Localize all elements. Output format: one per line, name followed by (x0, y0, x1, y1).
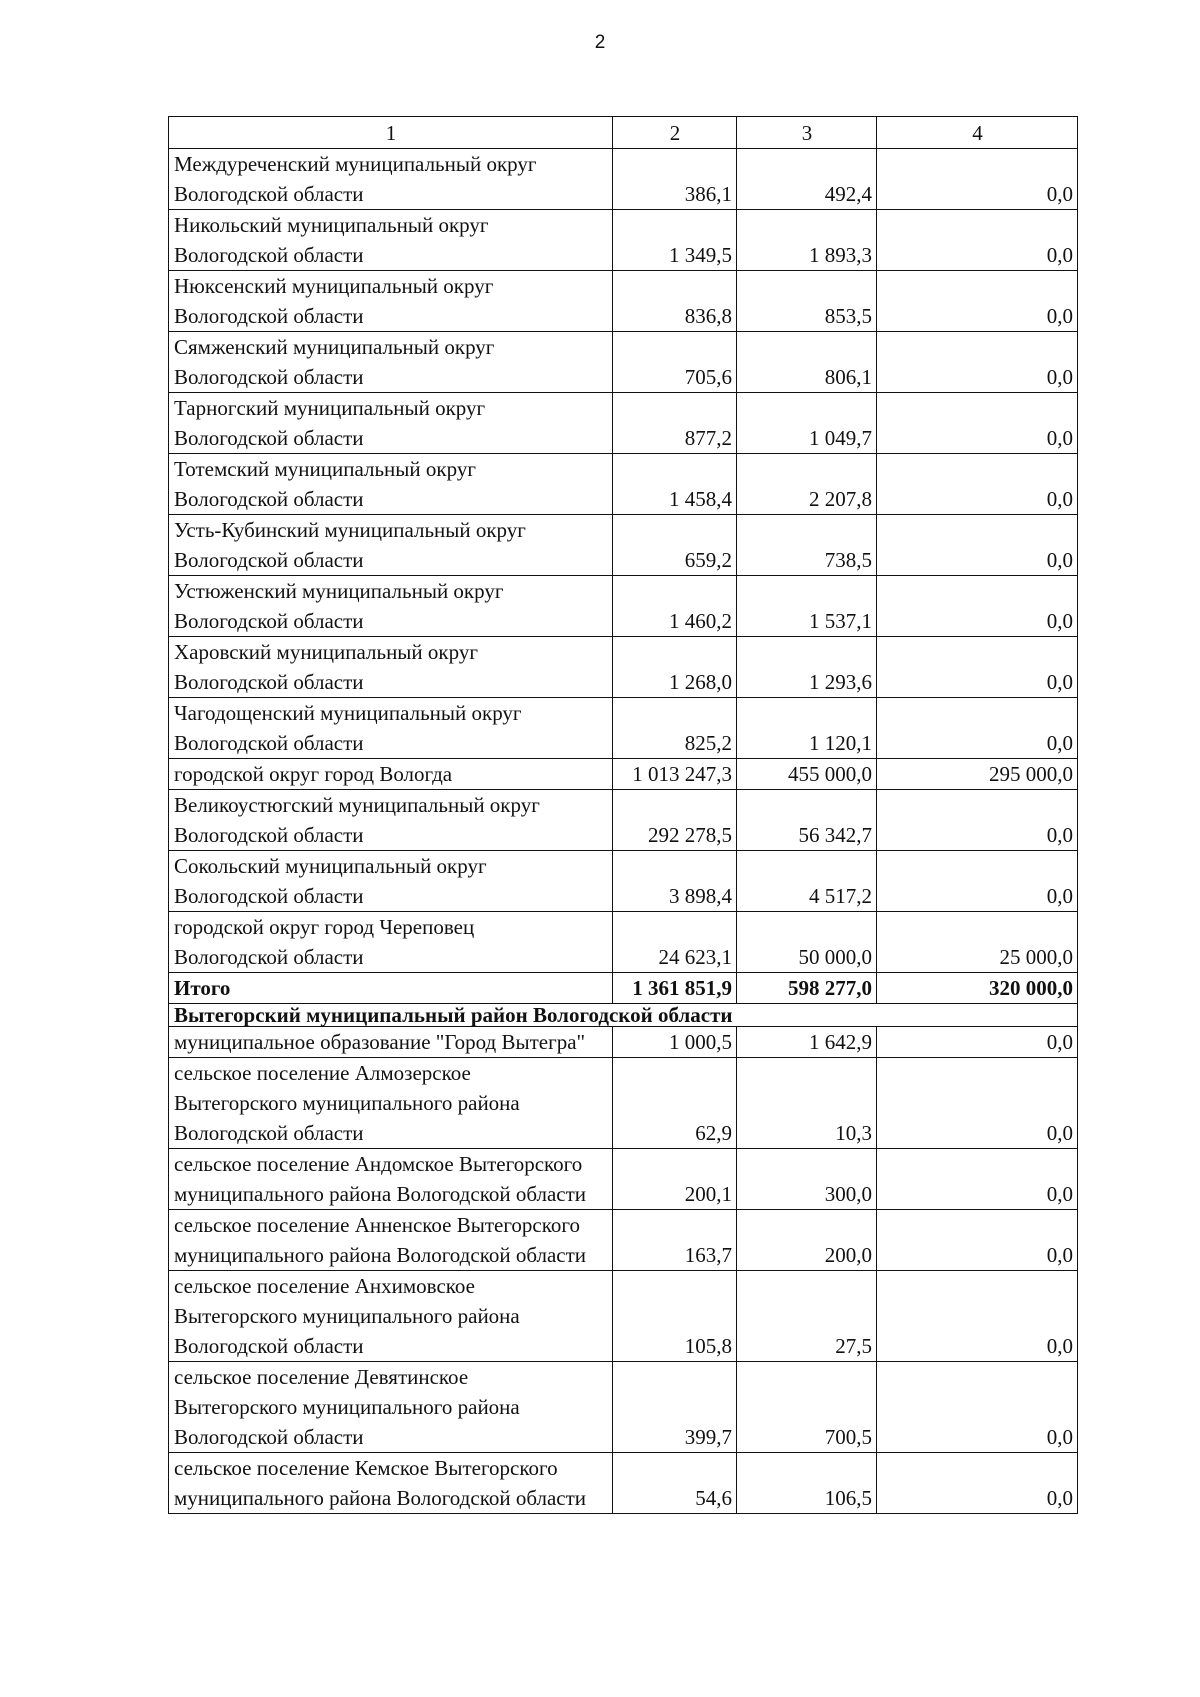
section-title: Вытегорский муниципальный район Вологодской области (169, 1004, 1078, 1027)
table-row (169, 851, 1078, 912)
value-col-4: 0,0 (877, 1027, 1078, 1058)
row-name-line: Вологодской области (174, 1121, 364, 1145)
value-col-3: 27,5 (737, 1271, 877, 1362)
row-name-cell (169, 515, 613, 576)
table-row (169, 790, 1078, 851)
table-row (169, 912, 1078, 973)
row-name-line: сельское поселение Анхимовское (174, 1274, 476, 1298)
value-col-3: 10,3 (737, 1058, 877, 1149)
value-col-3: 1 893,3 (737, 210, 877, 271)
value-col-4: 0,0 (877, 1453, 1078, 1514)
row-name-cell (169, 851, 613, 912)
row-name-cell (169, 393, 613, 454)
value-col-2: 105,8 (613, 1271, 737, 1362)
row-name-cell (169, 912, 613, 973)
row-name-line: Вологодской области (174, 823, 364, 847)
value-col-3: 300,0 (737, 1149, 877, 1210)
row-name-line: Вытегорского муниципального района (174, 1091, 520, 1115)
value-col-4: 0,0 (877, 1210, 1078, 1271)
row-name-cell (169, 1362, 613, 1453)
row-name-line: Вологодской области (174, 365, 364, 389)
value-col-2: 1 458,4 (613, 454, 737, 515)
row-name-cell (169, 1271, 613, 1362)
row-name-cell (169, 1453, 613, 1514)
row-name-line: Вологодской области (174, 182, 364, 206)
row-name-line: Нюксенский муниципальный округ (174, 274, 494, 298)
value-col-4: 0,0 (877, 1149, 1078, 1210)
row-name-line: Вологодской области (174, 609, 364, 633)
row-name-cell (169, 332, 613, 393)
value-col-3: 56 342,7 (737, 790, 877, 851)
value-col-4: 0,0 (877, 790, 1078, 851)
value-col-2: 1 349,5 (613, 210, 737, 271)
row-name-cell (169, 698, 613, 759)
table-row (169, 271, 1078, 332)
row-name-line: муниципального района Вологодской области (174, 1486, 587, 1510)
table-row (169, 1271, 1078, 1362)
value-col-4: 0,0 (877, 637, 1078, 698)
value-col-4: 0,0 (877, 698, 1078, 759)
total-row (169, 973, 1078, 1004)
value-col-2: 659,2 (613, 515, 737, 576)
value-col-4: 0,0 (877, 1271, 1078, 1362)
value-col-2: 1 460,2 (613, 576, 737, 637)
row-name-line: Тотемский муниципальный округ (174, 457, 476, 481)
value-col-3: 1 049,7 (737, 393, 877, 454)
row-name-line: Харовский муниципальный округ (174, 640, 478, 664)
value-col-2: 836,8 (613, 271, 737, 332)
value-col-4: 320 000,0 (877, 973, 1078, 1004)
row-name-line: сельское поселение Девятинское (174, 1365, 469, 1389)
budget-table (168, 116, 1078, 1514)
row-name-line: Устюженский муниципальный округ (174, 579, 504, 603)
row-name-cell (169, 576, 613, 637)
row-name-line: сельское поселение Анненское Вытегорского (174, 1213, 580, 1237)
column-header-3: 3 (737, 117, 877, 149)
value-col-2: 200,1 (613, 1149, 737, 1210)
row-name-line: Вологодской области (174, 945, 364, 969)
row-name-line: Вологодской области (174, 731, 364, 755)
row-name-cell (169, 271, 613, 332)
row-name-line: Вологодской области (174, 670, 364, 694)
row-name-line: Вытегорского муниципального района (174, 1395, 520, 1419)
row-name-cell (169, 1149, 613, 1210)
value-col-4: 0,0 (877, 332, 1078, 393)
row-name-line: Вологодской области (174, 884, 364, 908)
row-name-line: Сокольский муниципальный округ (174, 854, 487, 878)
row-name-line: сельское поселение Андомское Вытегорского (174, 1152, 583, 1176)
value-col-3: 4 517,2 (737, 851, 877, 912)
column-header-4: 4 (877, 117, 1078, 149)
table-row (169, 1362, 1078, 1453)
row-name-line: муниципального района Вологодской области (174, 1243, 587, 1267)
table-row (169, 698, 1078, 759)
table-row (169, 1058, 1078, 1149)
value-col-2: 62,9 (613, 1058, 737, 1149)
table-row (169, 576, 1078, 637)
row-name-cell (169, 790, 613, 851)
value-col-3: 853,5 (737, 271, 877, 332)
table-row (169, 149, 1078, 210)
value-col-3: 1 293,6 (737, 637, 877, 698)
value-col-3: 738,5 (737, 515, 877, 576)
row-name-cell (169, 973, 613, 1004)
value-col-4: 0,0 (877, 454, 1078, 515)
row-name-line: Вологодской области (174, 243, 364, 267)
row-name-cell (169, 1027, 613, 1058)
row-name-line: Итого (174, 976, 231, 1000)
row-name-line: Вытегорского муниципального района (174, 1304, 520, 1328)
table-row (169, 1210, 1078, 1271)
row-name-cell (169, 1058, 613, 1149)
row-name-cell (169, 1210, 613, 1271)
value-col-3: 598 277,0 (737, 973, 877, 1004)
value-col-3: 455 000,0 (737, 759, 877, 790)
table-row (169, 515, 1078, 576)
row-name-line: Усть-Кубинский муниципальный округ (174, 518, 526, 542)
value-col-3: 1 642,9 (737, 1027, 877, 1058)
value-col-3: 106,5 (737, 1453, 877, 1514)
row-name-line: Никольский муниципальный округ (174, 213, 489, 237)
table-row (169, 454, 1078, 515)
row-name-line: городской округ город Вологда (174, 762, 453, 786)
column-header-2: 2 (613, 117, 737, 149)
row-name-line: Тарногский муниципальный округ (174, 396, 486, 420)
table-row (169, 1453, 1078, 1514)
row-name-line: городской округ город Череповец (174, 915, 475, 939)
column-header-1: 1 (169, 117, 613, 149)
table-row (169, 759, 1078, 790)
value-col-3: 2 207,8 (737, 454, 877, 515)
value-col-2: 292 278,5 (613, 790, 737, 851)
row-name-cell (169, 149, 613, 210)
table-row (169, 1149, 1078, 1210)
value-col-3: 492,4 (737, 149, 877, 210)
value-col-4: 25 000,0 (877, 912, 1078, 973)
row-name-line: Сямженский муниципальный округ (174, 335, 495, 359)
value-col-2: 705,6 (613, 332, 737, 393)
value-col-4: 0,0 (877, 393, 1078, 454)
table-row (169, 393, 1078, 454)
value-col-2: 1 268,0 (613, 637, 737, 698)
row-name-line: сельское поселение Алмозерское (174, 1061, 471, 1085)
row-name-line: Вологодской области (174, 1334, 364, 1358)
table-body (169, 149, 1078, 1514)
value-col-3: 1 537,1 (737, 576, 877, 637)
value-col-4: 0,0 (877, 851, 1078, 912)
row-name-line: сельское поселение Кемское Вытегорского (174, 1456, 558, 1480)
row-name-line: муниципального района Вологодской области (174, 1182, 587, 1206)
row-name-line: Вологодской области (174, 487, 364, 511)
value-col-4: 0,0 (877, 149, 1078, 210)
row-name-line: Великоустюгский муниципальный округ (174, 793, 540, 817)
value-col-2: 1 013 247,3 (613, 759, 737, 790)
value-col-4: 295 000,0 (877, 759, 1078, 790)
row-name-line: муниципальное образование "Город Вытегра" (174, 1030, 586, 1054)
value-col-2: 1 000,5 (613, 1027, 737, 1058)
value-col-4: 0,0 (877, 271, 1078, 332)
value-col-4: 0,0 (877, 1362, 1078, 1453)
row-name-line: Вологодской области (174, 1425, 364, 1449)
value-col-2: 399,7 (613, 1362, 737, 1453)
row-name-line: Междуреченский муниципальный округ (174, 152, 537, 176)
row-name-line: Вологодской области (174, 548, 364, 572)
table-row (169, 637, 1078, 698)
value-col-2: 825,2 (613, 698, 737, 759)
value-col-4: 0,0 (877, 1058, 1078, 1149)
row-name-cell (169, 637, 613, 698)
value-col-3: 806,1 (737, 332, 877, 393)
value-col-3: 1 120,1 (737, 698, 877, 759)
value-col-3: 200,0 (737, 1210, 877, 1271)
value-col-3: 50 000,0 (737, 912, 877, 973)
value-col-2: 386,1 (613, 149, 737, 210)
table-row (169, 332, 1078, 393)
row-name-line: Чагодощенский муниципальный округ (174, 701, 522, 725)
value-col-2: 54,6 (613, 1453, 737, 1514)
row-name-cell (169, 454, 613, 515)
value-col-2: 1 361 851,9 (613, 973, 737, 1004)
row-name-line: Вологодской области (174, 304, 364, 328)
value-col-2: 24 623,1 (613, 912, 737, 973)
table-row (169, 1027, 1078, 1058)
page-number: 2 (594, 32, 606, 53)
value-col-4: 0,0 (877, 515, 1078, 576)
value-col-4: 0,0 (877, 210, 1078, 271)
row-name-cell (169, 210, 613, 271)
value-col-2: 3 898,4 (613, 851, 737, 912)
value-col-4: 0,0 (877, 576, 1078, 637)
section-header-row (169, 1004, 1078, 1027)
value-col-2: 163,7 (613, 1210, 737, 1271)
table-header-row (169, 117, 1078, 149)
row-name-cell (169, 759, 613, 790)
row-name-line: Вологодской области (174, 426, 364, 450)
value-col-2: 877,2 (613, 393, 737, 454)
table-row (169, 210, 1078, 271)
value-col-3: 700,5 (737, 1362, 877, 1453)
